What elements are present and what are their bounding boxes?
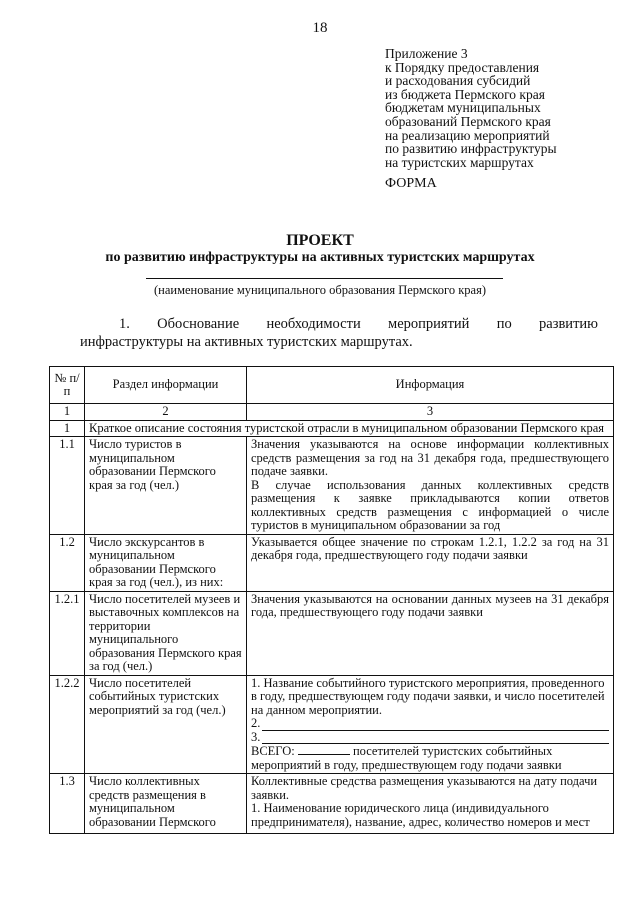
info-paragraph: 1. Название событийного туристского мероприятия, проведенного в году, предшествующем году подачи заявки, и число посетителей на данном мероприятии.	[251, 675, 605, 717]
total-blank-line	[298, 744, 350, 755]
header-info: Информация	[247, 367, 614, 404]
row-section: Число экскурсантов в муниципальном образовании Пермского края за год (чел.), из них:	[85, 534, 247, 591]
item-number: 3.	[251, 729, 261, 744]
item-number: 2.	[251, 716, 261, 730]
info-item	[251, 717, 609, 731]
table-index-row	[50, 404, 614, 421]
header-num: № п/п	[50, 367, 85, 404]
row-num: 1.2.1	[50, 591, 85, 675]
total-text: посетителей туристских событийных мероприятий в году, предшествующем году подачи заявки	[251, 744, 562, 772]
info-item	[251, 731, 609, 745]
table-row	[50, 437, 614, 535]
section-heading: 1. Обоснование необходимости мероприятий по развитию	[119, 316, 598, 332]
name-fill-line	[146, 278, 503, 279]
info-paragraph: Значения указываются на основе информации коллективных средств размещения за год на 31 декабря года, предшествующего подаче заявки.	[251, 437, 609, 478]
appendix-line: на туристских маршрутах	[385, 154, 534, 170]
row-section: Число посетителей музеев и выставочных комплексов на территории муниципального образования Пермского края за год (чел.)	[85, 591, 247, 675]
appendix-line: и расходования субсидий	[385, 73, 531, 89]
appendix-line: на реализацию мероприятий	[385, 127, 550, 143]
info-paragraph: В случае использования данных коллективных средств размещения к заявке прикладываются копии ответов коллективных средств размещения с информацией о числе туристов в муниципальном образовании за год	[251, 477, 609, 532]
row-info	[247, 437, 614, 535]
row-section: Число посетителей событийных туристских мероприятий за год (чел.)	[85, 675, 247, 774]
item-blank-line	[262, 732, 609, 744]
information-table	[49, 366, 614, 834]
index-cell: 1	[50, 404, 85, 421]
row-section: Число туристов в муниципальном образовании Пермского края за год (чел.)	[85, 437, 247, 535]
appendix-line: к Порядку предоставления	[385, 59, 540, 75]
appendix-line: по развитию инфраструктуры	[385, 141, 557, 157]
document-title: ПРОЕКТ	[286, 232, 354, 249]
table-row	[50, 675, 614, 774]
table-row	[50, 774, 614, 834]
row-num: 1	[50, 420, 85, 437]
index-cell: 2	[85, 404, 247, 421]
total-label: ВСЕГО:	[251, 744, 295, 758]
appendix-block	[385, 47, 625, 169]
appendix-line: образований Пермского края	[385, 113, 551, 129]
table-row	[50, 420, 614, 437]
page-number: 18	[312, 20, 328, 36]
name-caption: (наименование муниципального образования Пермского края)	[154, 283, 486, 297]
row-num: 1.2.2	[50, 675, 85, 774]
form-label: ФОРМА	[385, 176, 437, 191]
row-info	[247, 675, 614, 774]
row-num: 1.3	[50, 774, 85, 834]
row-num: 1.1	[50, 437, 85, 535]
header-section: Раздел информации	[85, 367, 247, 404]
row-num: 1.2	[50, 534, 85, 591]
table-header-row	[50, 367, 614, 404]
row-info: Указывается общее значение по строкам 1.2.1, 1.2.2 за год на 31 декабря года, предшествующего году подачи заявки	[247, 534, 614, 591]
section-heading-cont: инфраструктуры на активных туристских маршрутах.	[80, 334, 413, 350]
row-info: Значения указываются на основании данных музеев на 31 декабря года, предшествующего году подачи заявки	[247, 591, 614, 675]
appendix-line: Приложение 3	[385, 46, 468, 61]
item-blank-line	[262, 719, 609, 731]
appendix-line: бюджетам муниципальных	[385, 100, 541, 116]
info-paragraph: Коллективные средства размещения указываются на дату подачи заявки.	[251, 774, 598, 802]
row-section: Число коллективных средств размещения в муниципальном образовании Пермского	[85, 774, 247, 834]
info-paragraph: 1. Наименование юридического лица (индивидуального предпринимателя), название, адрес, количество номеров и мест	[251, 801, 590, 829]
index-cell: 3	[247, 404, 614, 421]
appendix-line: из бюджета Пермского края	[385, 86, 545, 102]
document-subtitle: по развитию инфраструктуры на активных туристских маршрутах	[105, 250, 535, 265]
info-total	[251, 744, 609, 772]
table-row	[50, 534, 614, 591]
table-row	[50, 591, 614, 675]
row-info	[247, 774, 614, 834]
row-text: Краткое описание состояния туристской отрасли в муниципальном образовании Пермского края	[85, 420, 614, 437]
